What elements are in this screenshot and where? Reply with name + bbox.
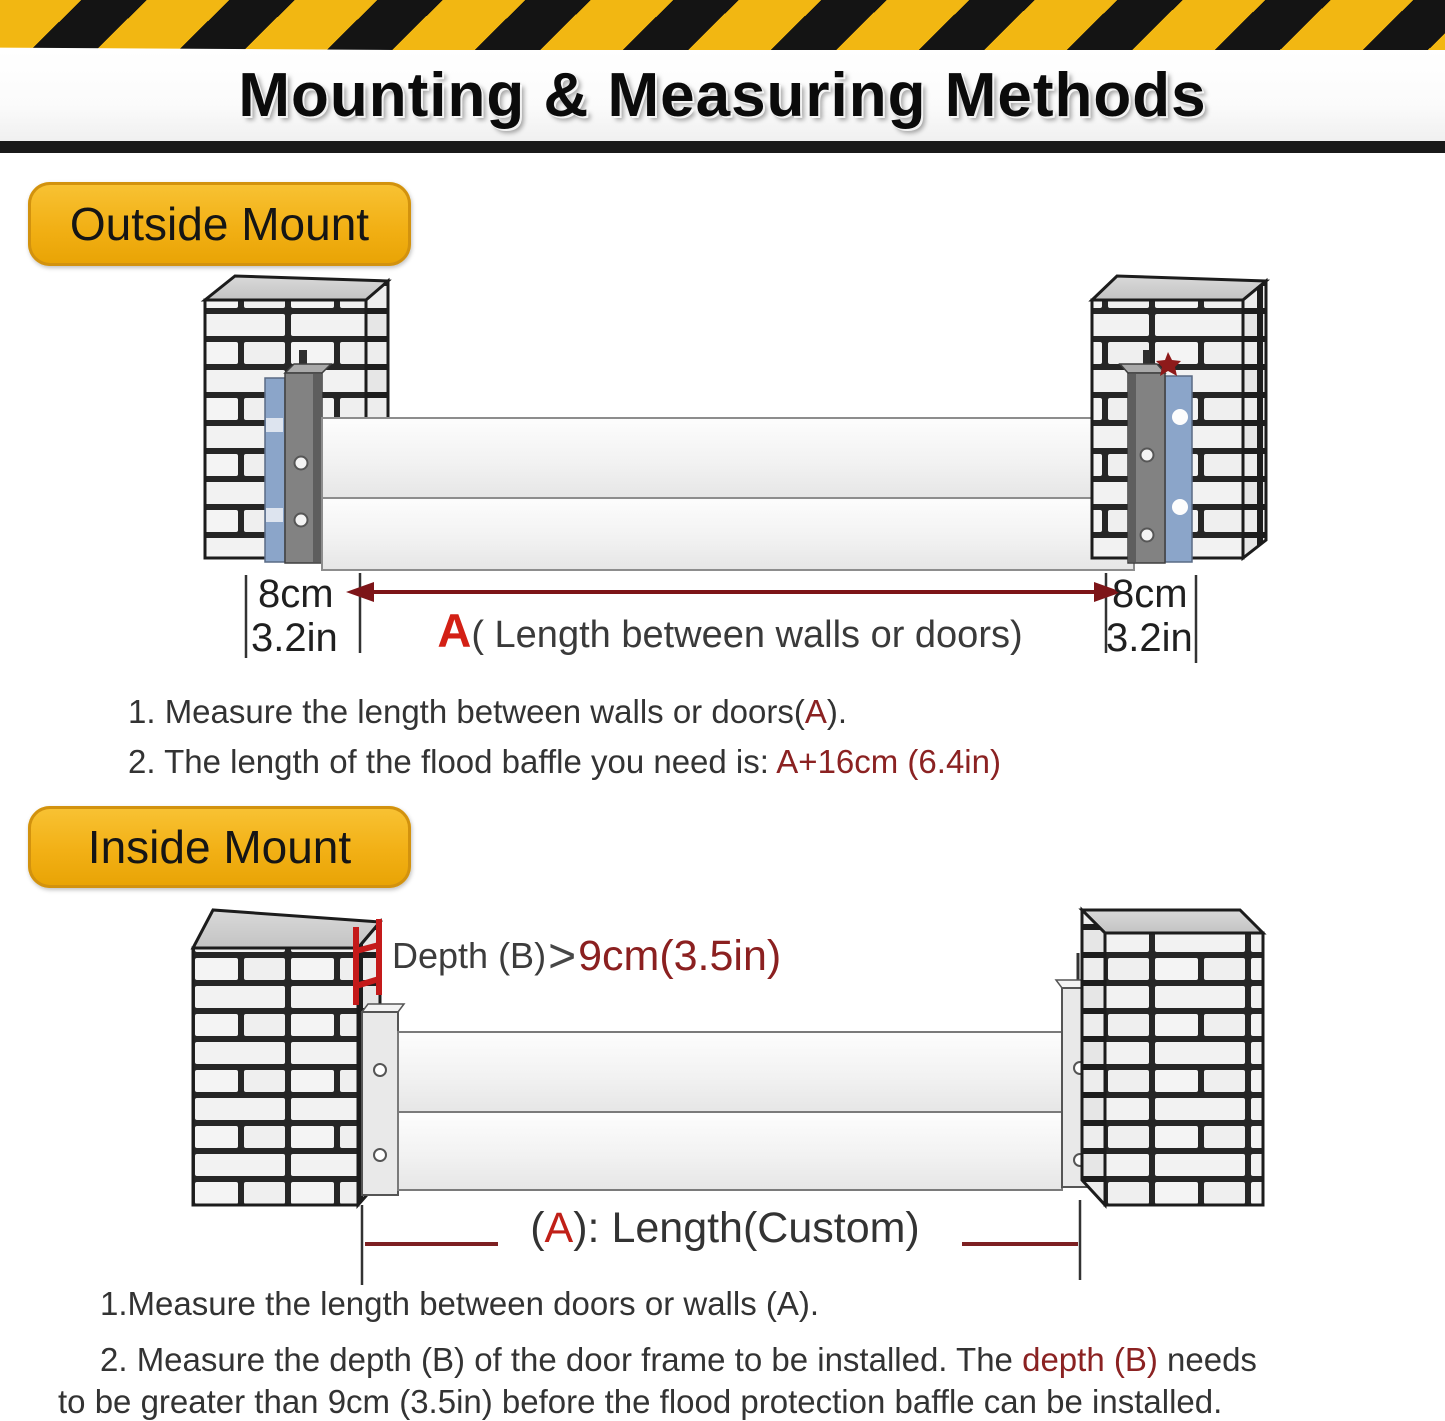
gap-left-in: 3.2in — [251, 616, 338, 660]
hazard-stripe-banner — [0, 0, 1445, 50]
outside-step-1: 1. Measure the length between walls or doors(A). — [128, 693, 848, 730]
hazard-stripes — [0, 0, 1445, 50]
greater-than-sign: > — [548, 929, 577, 983]
outside-step-2: 2. The length of the flood baffle you need is: A+16cm (6.4in) — [128, 743, 1001, 780]
inside-step-1: 1.Measure the length between doors or walls (A). — [100, 1285, 820, 1322]
inside-mount-badge: Inside Mount — [28, 806, 411, 888]
flood-barrier-inside — [398, 1032, 1062, 1190]
custom-length-label: (A): Length(Custom) — [530, 1204, 920, 1252]
depth-note: Depth (B) > 9cm(3.5in) — [392, 929, 782, 983]
length-between-walls-label: A( Length between walls or doors) — [437, 604, 1023, 657]
gap-right-cm: 8cm — [1112, 572, 1188, 616]
outside-mount-badge: Outside Mount — [28, 182, 411, 266]
channel-bracket-right — [1120, 350, 1192, 563]
gap-right-in: 3.2in — [1106, 616, 1193, 660]
depth-highlight: depth (B) — [1022, 1341, 1158, 1378]
formula-highlight: A+16cm (6.4in) — [776, 743, 1001, 780]
title-band — [0, 50, 1445, 141]
inside-step-2-line2: to be greater than 9cm (3.5in) before the flood protection baffle can be installed. — [58, 1383, 1223, 1420]
length-arrow — [346, 582, 1122, 602]
gap-left-cm: 8cm — [258, 572, 334, 616]
brick-pillar-left-inside — [193, 910, 380, 1205]
inside-step-2: 2. Measure the depth (B) of the door frame to be installed. The depth (B) needs — [100, 1341, 1257, 1378]
length-letter-a: A — [437, 604, 472, 657]
brick-pillar-right-inside — [1082, 910, 1263, 1205]
page-title: Mounting & Measuring Methods — [238, 61, 1207, 130]
depth-value: 9cm(3.5in) — [578, 931, 782, 980]
length-letter-a-inside: A — [544, 1204, 574, 1252]
header-divider-bar — [0, 141, 1445, 153]
flood-barrier-outside — [322, 418, 1134, 570]
